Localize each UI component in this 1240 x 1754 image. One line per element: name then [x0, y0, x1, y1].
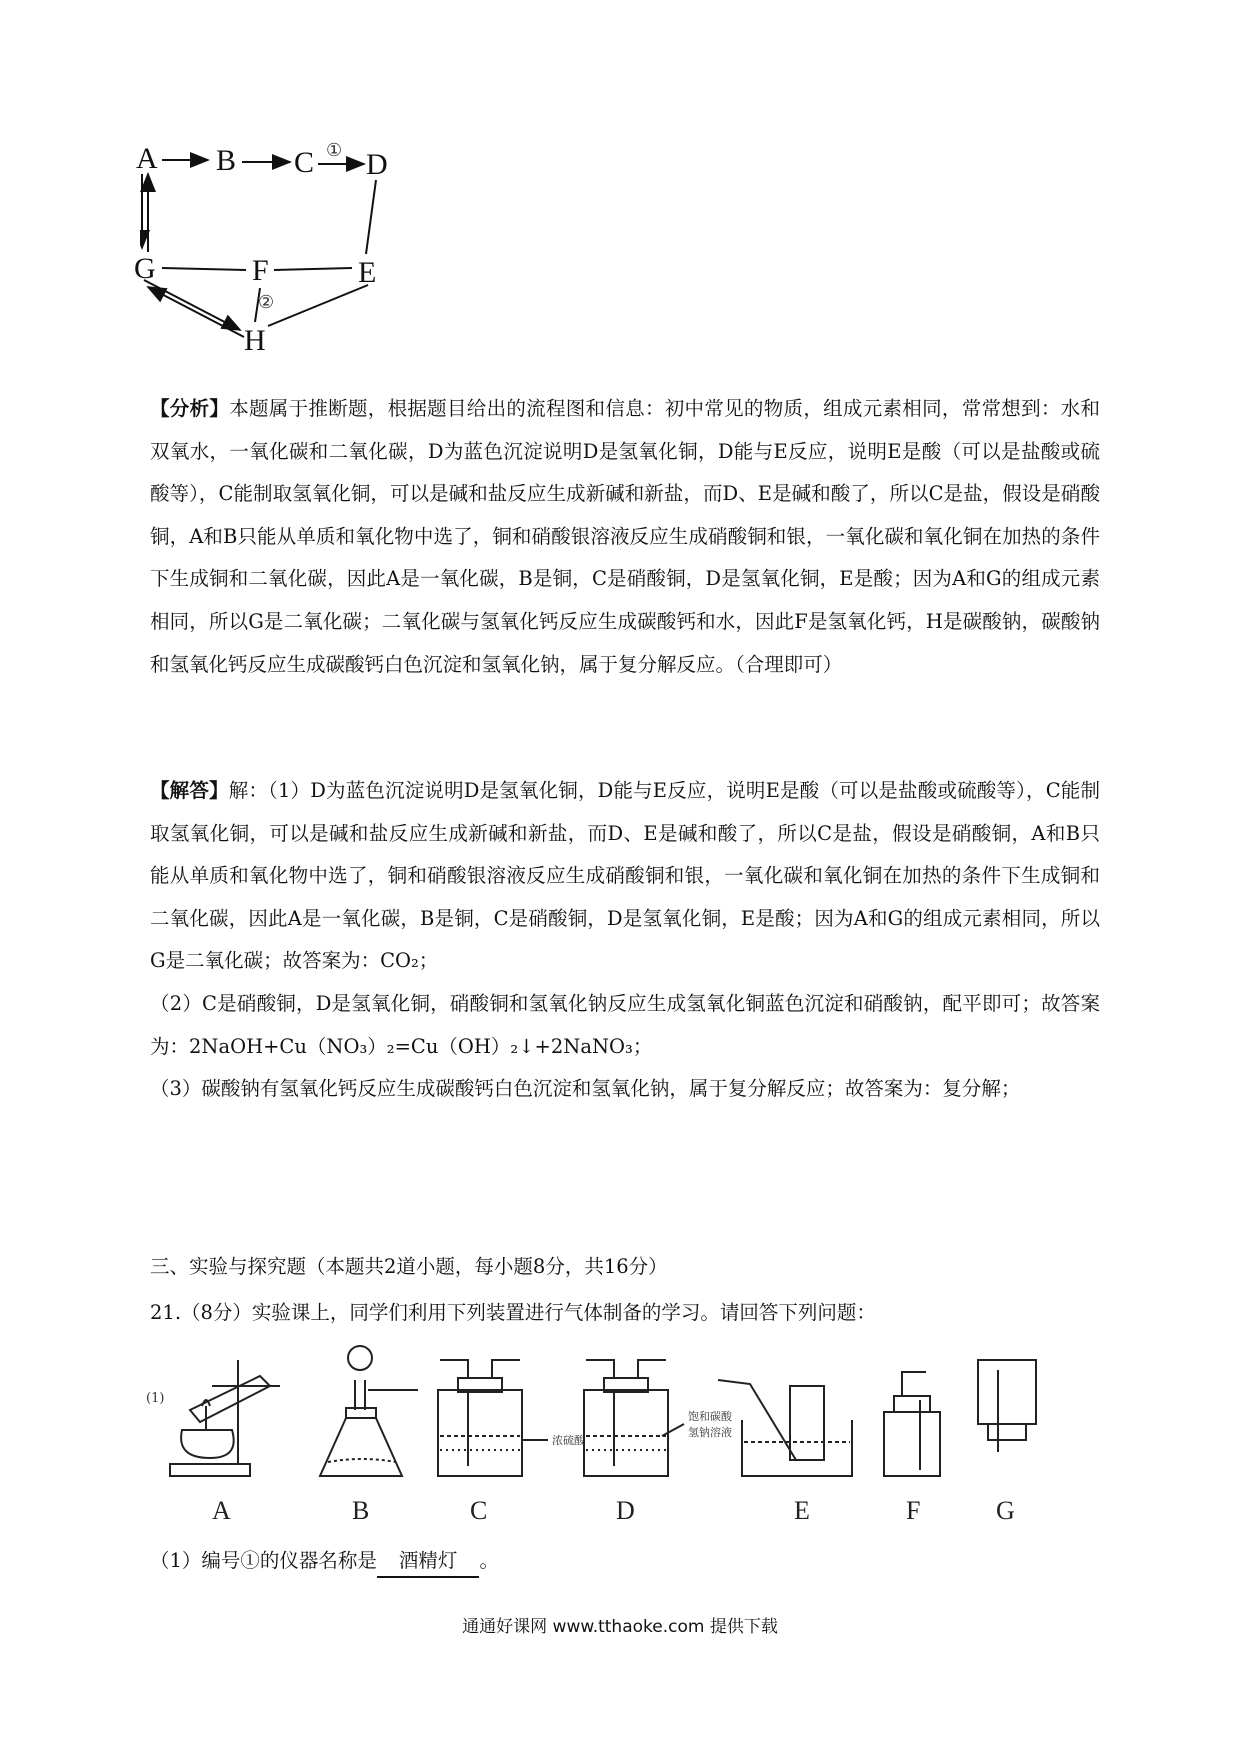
node-e: E	[358, 256, 377, 289]
flow-diagram	[134, 130, 440, 370]
label-a: A	[212, 1496, 231, 1525]
label-c: C	[470, 1496, 488, 1525]
label-d: D	[616, 1496, 635, 1525]
node-h: H	[244, 324, 266, 357]
q21-1-prefix: （1）编号①的仪器名称是	[150, 1549, 377, 1572]
analysis-paragraph	[150, 388, 1100, 686]
mark-2: ②	[258, 292, 275, 313]
analysis-tag: 【分析】	[150, 397, 230, 420]
solution-part3: （3）碳酸钠有氢氧化钙反应生成碳酸钙白色沉淀和氢氧化钠，属于复分解反应；故答案为：复分解；	[150, 1077, 1021, 1101]
apparatus-mark-1: (1)	[146, 1391, 165, 1406]
node-b: B	[216, 144, 237, 177]
label-e: E	[794, 1496, 810, 1525]
mark-1: ①	[326, 140, 343, 161]
flow-diagram-lines	[140, 130, 440, 370]
node-f: F	[252, 254, 269, 287]
solution-part2: （2）C是硝酸铜，D是氢氧化铜，硝酸铜和氢氧化钠反应生成氢氧化铜蓝色沉淀和硝酸钠，配平即可；故答案为：2NaOH+Cu（NO₃）₂=Cu（OH）₂↓+2NaNO₃；	[150, 991, 1100, 1058]
label-f: F	[906, 1496, 921, 1525]
node-a: A	[136, 142, 158, 175]
solution-tag: 【解答】	[150, 779, 229, 802]
question-21-1	[150, 1546, 499, 1578]
apparatus-figure	[146, 1340, 1110, 1530]
c-note: 浓硫酸	[552, 1434, 585, 1447]
footer-credit: 通通好课网 www.tthaoke.com 提供下载	[462, 1617, 778, 1637]
analysis-text: 本题属于推断题，根据题目给出的流程图和信息：初中常见的物质，组成元素相同，常常想到：水和双氧水，一氧化碳和二氧化碳，D为蓝色沉淀说明D是氢氧化铜，D能与E反应，说明E是酸（可以是盐酸或硫酸等），C能制取氢氧化铜，可以是碱和盐反应生成新碱和新盐，而D、E是碱和酸了，所以C是盐，假设是硝酸铜，A和B只能从单质和氧化物中选了，铜和硝酸银溶液反应生成硝酸铜和银，一氧化碳和氧化铜在加热的条件下生成铜和二氧化碳，因此A是一氧化碳，B是铜，C是硝酸铜，D是氢氧化铜，E是酸；因为A和G的组成元素相同，所以G是二氧化碳；二氧化碳与氢氧化钙反应生成碳酸钙和水，因此F是氢氧化钙，H是碳酸钠，碳酸钠和氢氧化钙反应生成碳酸钙白色沉淀和氢氧化钠，属于复分解反应。（合理即可）	[150, 397, 1100, 676]
q21-1-suffix: 。	[479, 1549, 499, 1572]
section3-heading: 三、实验与探究题（本题共2道小题，每小题8分，共16分）	[150, 1255, 668, 1278]
d-note-2: 氢钠溶液	[688, 1426, 732, 1439]
d-note-1: 饱和碳酸	[688, 1410, 732, 1423]
node-d: D	[366, 148, 388, 181]
label-b: B	[352, 1496, 370, 1525]
label-g: G	[996, 1496, 1015, 1525]
solution-block	[150, 770, 1100, 1111]
solution-part1: 解：（1）D为蓝色沉淀说明D是氢氧化铜，D能与E反应，说明E是酸（可以是盐酸或硫酸等），C能制取氢氧化铜，可以是碱和盐反应生成新碱和新盐，而D、E是碱和酸了，所以C是盐，假设是硝酸铜，A和B只能从单质和氧化物中选了，铜和硝酸银溶液反应生成硝酸铜和银，一氧化碳和氧化铜在加热的条件下生成铜和二氧化碳，因此A是一氧化碳，B是铜，C是硝酸铜，D是氢氧化铜，E是酸；因为A和G的组成元素相同，所以G是二氧化碳；故答案为：CO₂；	[150, 779, 1100, 973]
question-21: 21.（8分）实验课上，同学们利用下列装置进行气体制备的学习。请回答下列问题：	[150, 1301, 876, 1324]
q21-1-answer: 酒精灯	[377, 1546, 480, 1578]
node-g: G	[134, 252, 156, 285]
node-c: C	[294, 146, 315, 179]
